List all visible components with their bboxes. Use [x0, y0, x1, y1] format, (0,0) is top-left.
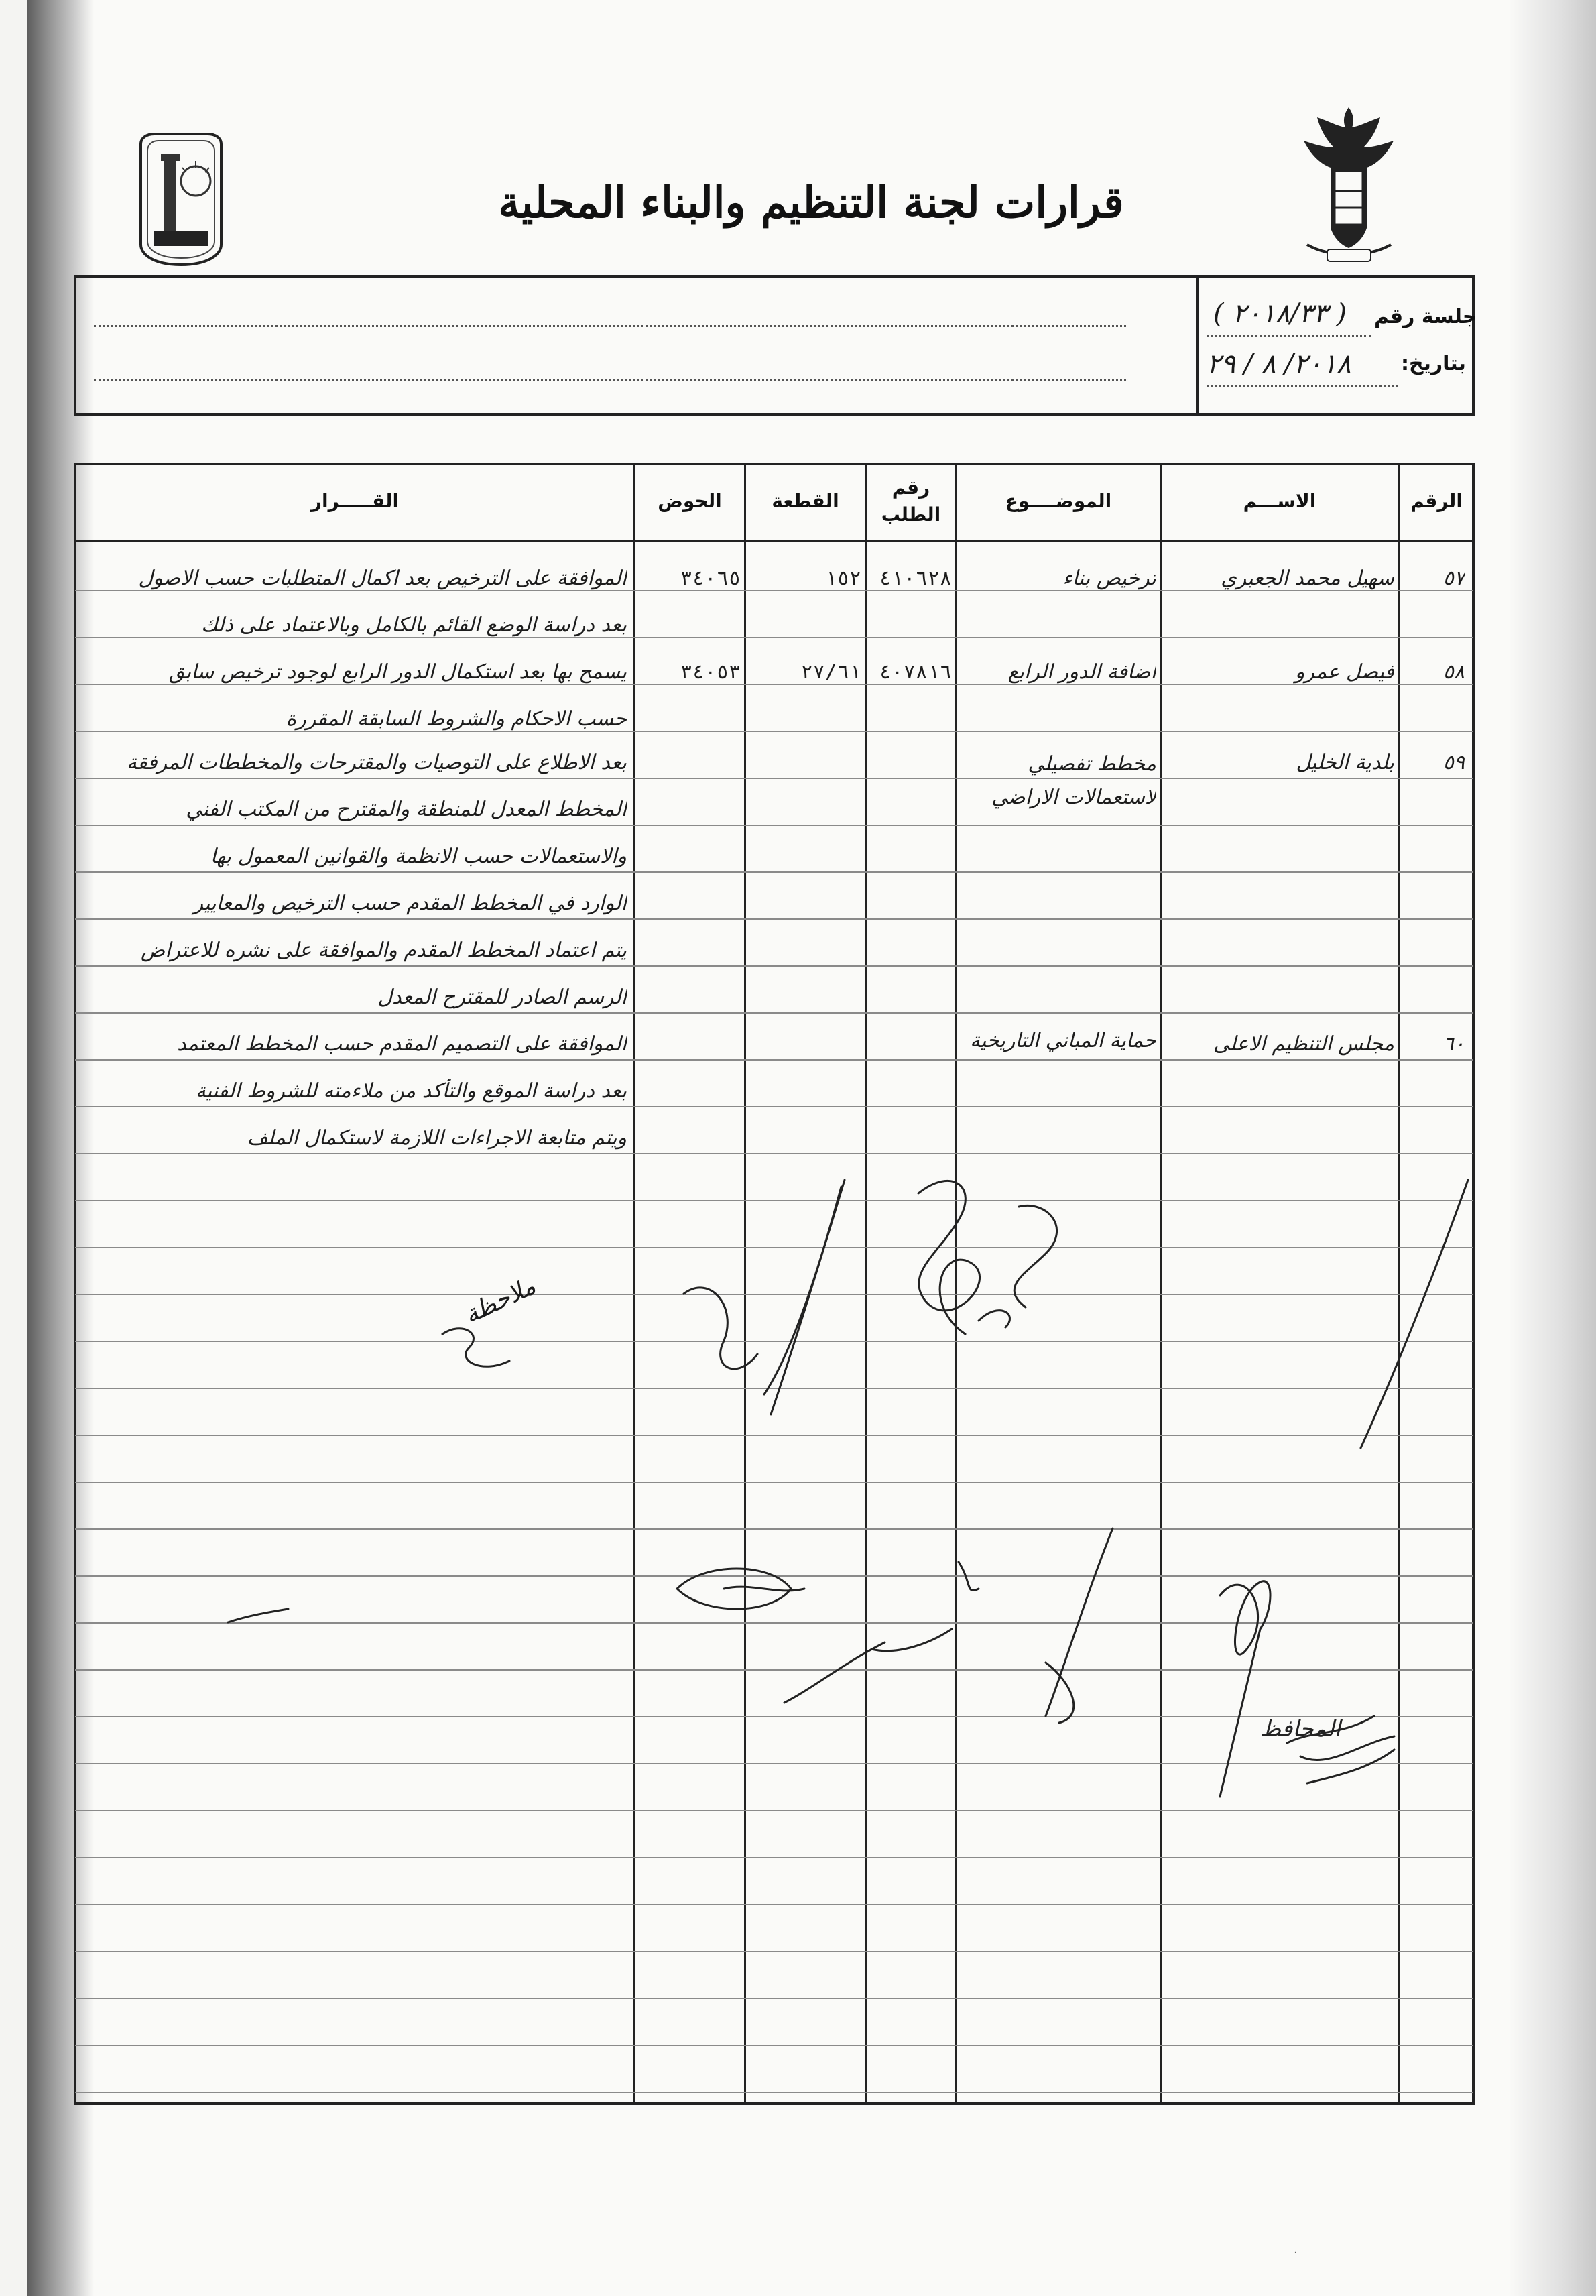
row-59-decision-1: بعد الاطلاع على التوصيات والمقترحات والمخططات المرفقة [127, 751, 627, 774]
header-request-no: رقم الطلب [881, 476, 941, 526]
row-58-basin: ٣٤٠٥٣ [680, 660, 741, 684]
row-60-decision-2: بعد دراسة الموقع والتأكد من ملاءمته للشروط الفنية [195, 1079, 627, 1103]
row-58-parcel: ٢٧/٦١ [800, 660, 861, 684]
row-59-decision-3: والاستعمالات حسب الانظمة والقوانين المعمول بها [210, 845, 627, 868]
row-60-name: مجلس التنظيم الاعلى [1213, 1032, 1394, 1056]
session-number-label: جلسة رقم [1374, 305, 1477, 328]
row-57-name: سهيل محمد الجعبري [1221, 566, 1394, 590]
row-59-decision-4: الوارد في المخطط المقدم حسب الترخيص والمعايير [193, 892, 627, 915]
row-59-number: ٥٩ [1442, 751, 1465, 774]
session-date-label: بتاريخ: [1401, 352, 1466, 375]
document-title: قرارات لجنة التنظيم والبناء المحلية [498, 178, 1124, 228]
row-58-name: فيصل عمرو [1295, 660, 1394, 684]
row-57-request-no: ٤١٠٦٢٨ [879, 566, 952, 590]
header-number: الرقم [1410, 489, 1463, 512]
header-parcel: القطعة [772, 489, 839, 512]
row-60-subject: حماية المباني التاريخية [970, 1029, 1156, 1052]
row-57-basin: ٣٤٠٦٥ [680, 566, 741, 590]
row-58-subject: اضافة الدور الرابع [1007, 660, 1156, 684]
scan-speck: · [1294, 2246, 1298, 2260]
row-59-decision-5: يتم اعتماد المخطط المقدم والموافقة على نشره للاعتراض [141, 939, 627, 962]
header-subject: الموضــــوع [1005, 489, 1112, 512]
row-57-number: ٥٧ [1442, 566, 1465, 590]
row-58-decision-1: يسمح بها بعد استكمال الدور الرابع لوجود ترخيص سابق [168, 660, 627, 684]
session-number-value: ( ٢٠١٨/٣٣ ) [1213, 298, 1347, 329]
row-60-decision-1: الموافقة على التصميم المقدم حسب المخطط المعتمد [176, 1032, 627, 1056]
row-58-decision-2: حسب الاحكام والشروط السابقة المقررة [286, 707, 627, 731]
row-60-decision-3: ويتم متابعة الاجراءات اللازمة لاستكمال الملف [247, 1126, 627, 1150]
row-58-request-no: ٤٠٧٨١٦ [879, 660, 952, 684]
row-59-subject: مخطط تفصيلي لاستعمالات الاراضي [991, 752, 1156, 809]
row-59-decision-2: المخطط المعدل للمنطقة والمقترح من المكتب الفني [186, 798, 627, 821]
signature-text-1: المحافظ [1260, 1715, 1341, 1742]
row-57-parcel: ١٥٢ [824, 566, 861, 590]
row-59-decision-6: الرسم الصادر للمقترح المعدل [377, 985, 627, 1009]
row-57-decision-2: بعد دراسة الوضع القائم بالكامل وبالاعتماد على ذلك [201, 613, 627, 637]
row-60-number: ٦٠ [1442, 1032, 1465, 1056]
row-57-subject: ترخيص بناء [1062, 566, 1156, 590]
session-date-value: ٢٠١٨/ ٨ / ٢٩ [1207, 349, 1351, 379]
row-58-number: ٥٨ [1442, 660, 1465, 684]
row-57-decision-1: الموافقة على الترخيص بعد اكمال المتطلبات حسب الاصول [138, 566, 627, 590]
header-decision: القـــــرار [310, 489, 400, 512]
side-note-handwriting: ملاحظة [460, 1272, 540, 1329]
row-59-name: بلدية الخليل [1296, 751, 1394, 774]
header-basin: الحوض [658, 489, 722, 512]
header-name: الاســـم [1243, 489, 1316, 512]
